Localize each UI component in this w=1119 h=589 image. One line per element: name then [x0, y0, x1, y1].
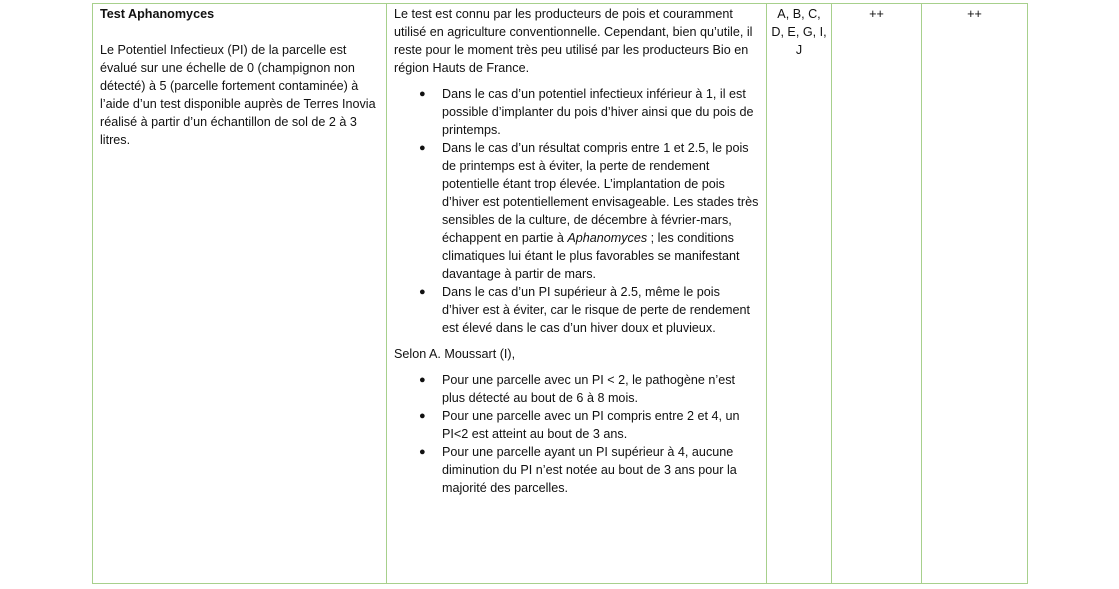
criteria-title: Test Aphanomyces [100, 7, 215, 21]
table-row [93, 4, 1028, 584]
details-cell [387, 4, 767, 584]
criteria-table [92, 3, 1028, 584]
bullet-icon: ● [419, 374, 426, 386]
list-item-text: Pour une parcelle avec un PI < 2, le pathogène n’est plus détecté au bout de 6 à 8 mois. [442, 373, 736, 405]
criteria-cell [93, 4, 387, 584]
bullet-icon: ● [419, 88, 426, 100]
list-item [394, 443, 759, 497]
details-intro: Le test est connu par les producteurs de pois et couramment utilisé en agriculture conventionnelle. Cependant, bien qu’utile, il reste pour le moment très peu utilisé par les producteurs Bio en région Hauts de France. [394, 7, 753, 75]
list-item-text: Pour une parcelle ayant un PI supérieur à 4, aucune diminution du PI n’est notée au bout de 3 ans pour la majorité des parcelles. [442, 445, 737, 495]
bullet-icon: ● [419, 410, 426, 422]
list-item [394, 371, 759, 407]
bullet-icon: ● [419, 286, 426, 298]
list-item [394, 407, 759, 443]
list-item-text-continued: ; les conditions climatiques lui étant le plus favorables se manifestant davantage à partir de mars. [442, 231, 740, 281]
bullet-icon: ● [419, 142, 426, 154]
score-1: ++ [869, 7, 884, 21]
list-item-text: Dans le cas d’un résultat compris entre 1 et 2.5, le pois de printemps est à éviter, la perte de rendement potentielle étant trop élevée. L’implantation de pois d’hiver est potentiellement envisageable. Les stades très sensibles de la culture, de décembre à février-mars, échappent en partie à [442, 141, 759, 245]
pi-thresholds-list [394, 85, 759, 337]
bullet-icon: ● [419, 446, 426, 458]
list-item-text: Dans le cas d’un PI supérieur à 2.5, même le pois d’hiver est à éviter, car le risque de perte de rendement est élevé dans le cas d’un hiver doux et pluvieux. [442, 285, 751, 335]
score-cell-1 [832, 4, 922, 584]
score-cell-2 [922, 4, 1028, 584]
criteria-description: Le Potentiel Infectieux (PI) de la parcelle est évalué sur une échelle de 0 (champignon non détecté) à 5 (parcelle fortement contaminée) à l’aide d’un test disponible auprès de Terres Inovia réalisé à partir d’un échantillon de sol de 2 à 3 litres. [100, 43, 376, 147]
list-item [394, 139, 759, 283]
pathogen-name: Aphanomyces [567, 231, 648, 245]
list-item-text: Pour une parcelle avec un PI compris entre 2 et 4, un PI<2 est atteint au bout de 3 ans. [442, 409, 740, 441]
list-item [394, 283, 759, 337]
score-2: ++ [967, 7, 982, 21]
list-item [394, 85, 759, 139]
references: A, B, C, D, E, G, I, J [771, 7, 827, 57]
list-item-text: Dans le cas d’un potentiel infectieux inférieur à 1, il est possible d’implanter du pois d’hiver ainsi que du pois de printemps. [442, 87, 754, 137]
pi-evolution-list [394, 371, 759, 497]
references-cell [767, 4, 832, 584]
source-intro: Selon A. Moussart (I), [394, 347, 516, 361]
